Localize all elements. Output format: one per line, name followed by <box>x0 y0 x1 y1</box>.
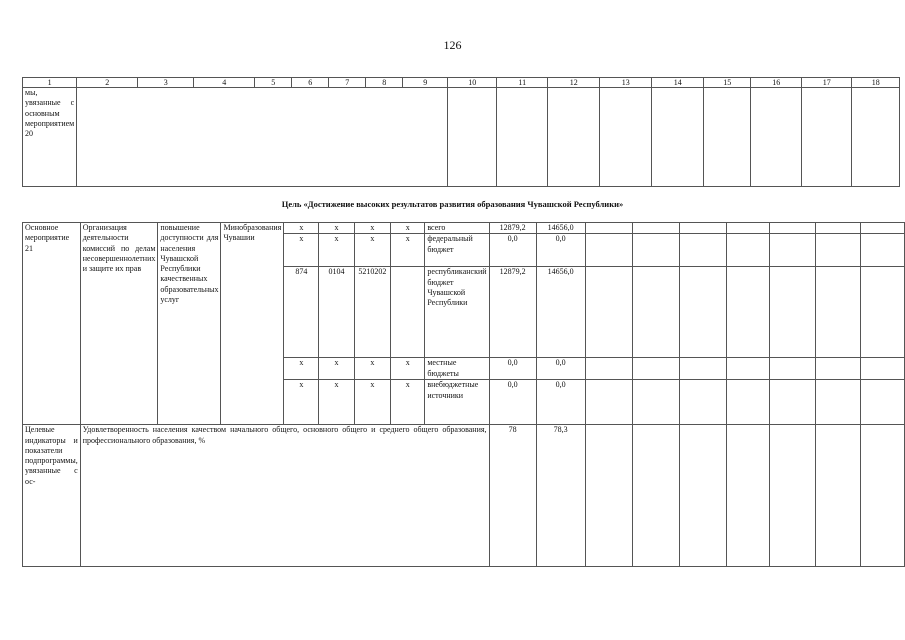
event-goal: повышение доступности для населения Чувашской Республики качественных образовательных услуг <box>158 223 221 425</box>
col-number: 14 <box>652 78 704 88</box>
empty-cell <box>751 88 802 187</box>
col-number: 7 <box>329 78 366 88</box>
column-number-row <box>23 78 900 88</box>
col-number: 1 <box>23 78 77 88</box>
col-number: 10 <box>448 78 497 88</box>
budget-code: x <box>391 223 425 234</box>
empty-cell <box>727 358 770 380</box>
indicator-value: 78 <box>489 425 536 567</box>
funding-source: федеральный бюджет <box>425 234 489 267</box>
col-number: 18 <box>852 78 900 88</box>
empty-cell <box>632 425 679 567</box>
empty-cell <box>600 88 652 187</box>
col-number: 6 <box>292 78 329 88</box>
budget-code: x <box>354 380 391 425</box>
empty-cell <box>585 358 632 380</box>
budget-code <box>391 267 425 358</box>
col-number: 5 <box>255 78 292 88</box>
empty-cell <box>861 358 905 380</box>
empty-cell <box>727 380 770 425</box>
indicator-label: Целевые индикаторы и показатели подпрограммы, увязанные с ос- <box>23 425 81 567</box>
continued-row <box>23 88 900 187</box>
budget-code: x <box>319 223 354 234</box>
empty-cell <box>816 234 861 267</box>
amount-value: 0,0 <box>536 234 585 267</box>
funding-source: республиканский бюджет Чувашской Республики <box>425 267 489 358</box>
budget-code: 0104 <box>319 267 354 358</box>
budget-code: x <box>319 380 354 425</box>
empty-cell <box>861 267 905 358</box>
budget-code: x <box>319 358 354 380</box>
col-number: 15 <box>704 78 751 88</box>
empty-cell <box>632 234 679 267</box>
empty-cell <box>632 380 679 425</box>
empty-cell <box>585 425 632 567</box>
empty-cell <box>861 425 905 567</box>
budget-code: 874 <box>284 267 319 358</box>
empty-cell <box>769 223 815 234</box>
indicator-value: 78,3 <box>536 425 585 567</box>
merged-cell <box>77 88 448 187</box>
amount-value: 0,0 <box>489 234 536 267</box>
empty-cell <box>727 425 770 567</box>
empty-cell <box>652 88 704 187</box>
amount-value: 0,0 <box>489 358 536 380</box>
budget-code: x <box>284 234 319 267</box>
empty-cell <box>679 425 726 567</box>
col-number: 3 <box>138 78 194 88</box>
responsible-executor: Минобразования Чувашии <box>221 223 284 425</box>
budget-code: x <box>391 358 425 380</box>
empty-cell <box>769 267 815 358</box>
amount-value: 0,0 <box>489 380 536 425</box>
budget-code: x <box>354 223 391 234</box>
amount-value: 12879,2 <box>489 267 536 358</box>
empty-cell <box>861 234 905 267</box>
budget-code: x <box>391 234 425 267</box>
col-number: 2 <box>77 78 138 88</box>
empty-cell <box>852 88 900 187</box>
amount-value: 0,0 <box>536 380 585 425</box>
funding-source: местные бюджеты <box>425 358 489 380</box>
col-number: 12 <box>548 78 600 88</box>
budget-code: x <box>284 380 319 425</box>
funding-source: внебюджетные источники <box>425 380 489 425</box>
empty-cell <box>585 234 632 267</box>
amount-value: 12879,2 <box>489 223 536 234</box>
amount-value: 14656,0 <box>536 267 585 358</box>
table-row <box>23 223 905 234</box>
event-name: Организация деятельности комиссий по делам несовершеннолетних и защите их прав <box>80 223 158 425</box>
empty-cell <box>497 88 548 187</box>
budget-code: x <box>284 223 319 234</box>
col-number: 13 <box>600 78 652 88</box>
page-number: 126 <box>443 38 462 52</box>
budget-code: x <box>319 234 354 267</box>
empty-cell <box>816 223 861 234</box>
empty-cell <box>802 88 852 187</box>
budget-code: x <box>284 358 319 380</box>
empty-cell <box>585 267 632 358</box>
empty-cell <box>679 267 726 358</box>
empty-cell <box>632 223 679 234</box>
event-table <box>22 222 905 567</box>
col-number: 8 <box>366 78 403 88</box>
col-number: 16 <box>751 78 802 88</box>
indicator-row <box>23 425 905 567</box>
empty-cell <box>769 234 815 267</box>
empty-cell <box>679 380 726 425</box>
event-label: Основное мероприятие 21 <box>23 223 81 425</box>
empty-cell <box>816 267 861 358</box>
amount-value: 0,0 <box>536 358 585 380</box>
col-number: 9 <box>403 78 448 88</box>
empty-cell <box>769 380 815 425</box>
continued-label: мы, увязанные с основным мероприятием 20 <box>23 88 77 187</box>
empty-cell <box>769 358 815 380</box>
empty-cell <box>727 223 770 234</box>
empty-cell <box>816 358 861 380</box>
col-number: 4 <box>194 78 255 88</box>
empty-cell <box>679 234 726 267</box>
empty-cell <box>769 425 815 567</box>
budget-code: 5210202 <box>354 267 391 358</box>
indicator-text: Удовлетворенность населения качеством начального общего, основного общего и среднего общего образования, профессионального образования, % <box>80 425 489 567</box>
empty-cell <box>861 223 905 234</box>
col-number: 17 <box>802 78 852 88</box>
empty-cell <box>679 358 726 380</box>
col-number: 11 <box>497 78 548 88</box>
empty-cell <box>861 380 905 425</box>
empty-cell <box>632 267 679 358</box>
budget-code: x <box>354 358 391 380</box>
goal-heading: Цель «Достижение высоких результатов развития образования Чувашской Республики» <box>281 199 624 209</box>
empty-cell <box>727 234 770 267</box>
empty-cell <box>632 358 679 380</box>
funding-source: всего <box>425 223 489 234</box>
empty-cell <box>585 380 632 425</box>
empty-cell <box>704 88 751 187</box>
empty-cell <box>448 88 497 187</box>
empty-cell <box>816 380 861 425</box>
empty-cell <box>585 223 632 234</box>
empty-cell <box>548 88 600 187</box>
empty-cell <box>727 267 770 358</box>
budget-code: x <box>354 234 391 267</box>
table-header-section <box>22 77 900 187</box>
empty-cell <box>816 425 861 567</box>
amount-value: 14656,0 <box>536 223 585 234</box>
budget-code: x <box>391 380 425 425</box>
empty-cell <box>679 223 726 234</box>
